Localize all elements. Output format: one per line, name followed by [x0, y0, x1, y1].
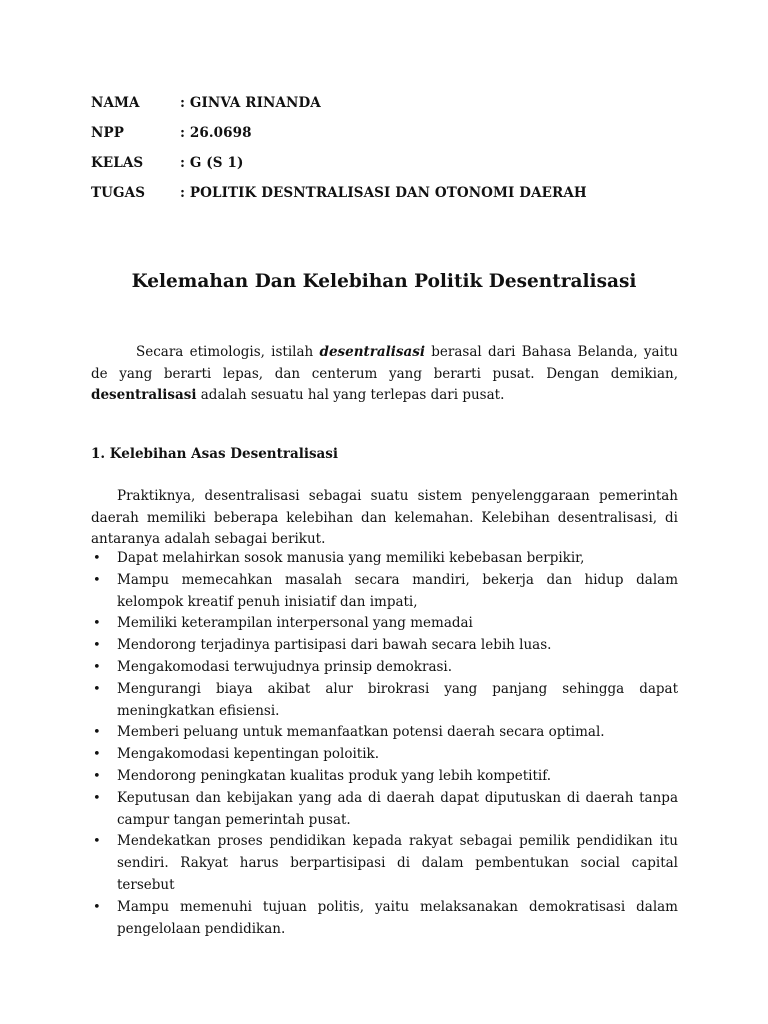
intro-paragraph — [91, 342, 678, 407]
list-item-text: Mendekatkan proses pendidikan kepada rakyat sebagai pemilik pendidikan itu sendiri. Rakyat harus berpartisipasi di dalam pembentukan social capital tersebut — [117, 833, 678, 893]
list-item-text: Mampu memenuhi tujuan politis, yaitu melaksanakan demokratisasi dalam pengelolaan pendidikan. — [117, 898, 678, 937]
bullet-icon: • — [93, 638, 101, 654]
advantages-list — [91, 548, 678, 940]
header-value: : 26.0698 — [180, 125, 252, 141]
list-item-text: Mendorong peningkatan kualitas produk yang lebih kompetitif. — [117, 767, 552, 784]
bullet-icon: • — [93, 681, 101, 697]
bullet-icon: • — [93, 834, 101, 850]
list-item — [91, 831, 678, 896]
intro-text-1: Secara etimologis, istilah — [136, 344, 320, 360]
header-value: : POLITIK DESNTRALISASI DAN OTONOMI DAERAH — [180, 185, 587, 201]
document-title: Kelemahan Dan Kelebihan Politik Desentralisasi — [131, 271, 637, 292]
list-item-text: Memberi peluang untuk memanfaatkan potensi daerah secara optimal. — [117, 724, 605, 741]
list-item — [91, 635, 678, 657]
header-value: : G (S 1) — [180, 155, 244, 171]
list-item — [91, 570, 678, 614]
list-item — [91, 788, 678, 832]
section-paragraph-text: Praktiknya, desentralisasi sebagai suatu sistem penyelenggaraan pemerintah daerah memiliki beberapa kelebihan dan kelemahan. Kelebihan desentralisasi, di antaranya adalah sebagai berikut. — [91, 488, 678, 547]
list-item-text: Keputusan dan kebijakan yang ada di daerah dapat diputuskan di daerah tanpa campur tangan pemerintah pusat. — [117, 789, 678, 828]
list-item-text: Mendorong terjadinya partisipasi dari bawah secara lebih luas. — [117, 637, 552, 654]
header-row-kelas — [91, 155, 243, 171]
list-item — [91, 548, 678, 570]
header-row-npp — [91, 125, 252, 141]
list-item-text: Mengakomodasi terwujudnya prinsip demokrasi. — [117, 658, 453, 675]
list-item-text: Dapat melahirkan sosok manusia yang memiliki kebebasan berpikir, — [117, 550, 585, 566]
intro-term-bold: desentralisasi — [91, 387, 197, 403]
header-label: KELAS — [91, 155, 144, 171]
header-label: NAMA — [91, 95, 140, 111]
intro-text-3: adalah sesuatu hal yang terlepas dari pusat. — [196, 387, 505, 403]
intro-text-2: berasal dari Bahasa Belanda, yaitu de yang berarti lepas, dan centerum yang berarti pusat. Dengan demikian, — [91, 344, 678, 382]
header-label: NPP — [91, 125, 124, 141]
header-row-tugas — [91, 185, 587, 201]
list-item — [91, 613, 678, 635]
section-heading: 1. Kelebihan Asas Desentralisasi — [91, 446, 339, 462]
bullet-icon: • — [93, 725, 101, 741]
list-item-text: Mengurangi biaya akibat alur birokrasi yang panjang sehingga dapat meningkatkan efisiensi. — [117, 680, 678, 719]
bullet-icon: • — [93, 616, 101, 632]
intro-term-italic: desentralisasi — [319, 344, 425, 360]
bullet-icon: • — [93, 790, 101, 806]
bullet-icon: • — [93, 768, 101, 784]
list-item — [91, 722, 678, 744]
list-item — [91, 679, 678, 723]
header-label: TUGAS — [91, 185, 146, 201]
bullet-icon: • — [93, 899, 101, 915]
bullet-icon: • — [93, 572, 101, 588]
header-value: : GINVA RINANDA — [180, 95, 321, 111]
list-item — [91, 744, 678, 766]
bullet-icon: • — [93, 659, 101, 675]
list-item-text: Mengakomodasi kepentingan poloitik. — [117, 746, 380, 763]
list-item-text: Mampu memecahkan masalah secara mandiri, bekerja dan hidup dalam kelompok kreatif penuh inisiatif dan impati, — [117, 571, 678, 610]
bullet-icon: • — [93, 747, 101, 763]
section-paragraph — [91, 486, 678, 551]
bullet-icon: • — [93, 551, 101, 566]
list-item — [91, 897, 678, 941]
header-row-nama — [91, 95, 321, 111]
list-item — [91, 657, 678, 679]
list-item — [91, 766, 678, 788]
list-item-text: Memiliki keterampilan interpersonal yang memadai — [117, 615, 473, 632]
